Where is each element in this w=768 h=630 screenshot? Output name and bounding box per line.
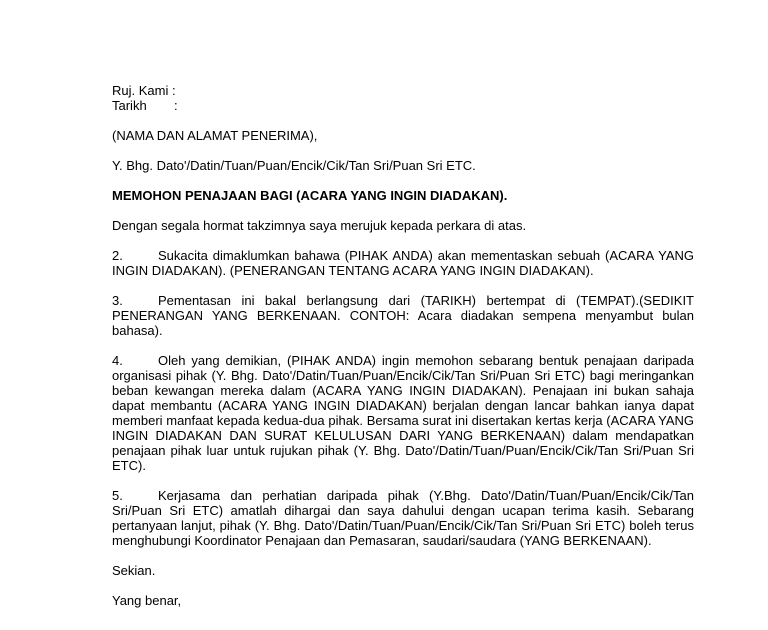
letter-document xyxy=(112,83,694,608)
paragraph-5 xyxy=(112,488,694,548)
paragraph-text: Sukacita dimaklumkan bahawa (PIHAK ANDA) akan mementaskan sebuah (ACARA YANG INGIN DIADAKAN). (PENERANGAN TENTANG ACARA YANG INGIN DIADAKAN). xyxy=(112,248,694,278)
paragraph-number: 2. xyxy=(112,248,123,263)
paragraph-4 xyxy=(112,353,694,473)
reference-label: Ruj. Kami : xyxy=(112,83,176,98)
paragraph-number: 4. xyxy=(112,353,123,368)
paragraph-number: 5. xyxy=(112,488,123,503)
recipient-address: (NAMA DAN ALAMAT PENERIMA), xyxy=(112,128,318,143)
paragraph-text: Oleh yang demikian, (PIHAK ANDA) ingin memohon sebarang bentuk penajaan daripada organisasi pihak (Y. Bhg. Dato'/Datin/Tuan/Puan/Encik/Cik/Tan Sri/Puan Sri ETC) bagi meringankan beban kewangan mereka dalam (ACARA YANG INGIN DIADAKAN). Penajaan ini bukan sahaja dapat membantu (ACARA YANG INGIN DIADAKAN) berjalan dengan lancar bahkan ianya dapat memberi manfaat kepada kedua-dua pihak. Bersama surat ini disertakan kertas kerja (ACARA YANG INGIN DIADAKAN DAN SURAT KELULUSAN DARI YANG BERKENAAN) dalam mendapatkan penajaan pihak luar untuk rujukan pihak (Y. Bhg. Dato'/Datin/Tuan/Puan/Encik/Cik/Tan Sri/Puan Sri ETC). xyxy=(112,353,694,473)
paragraph-2 xyxy=(112,248,694,278)
paragraph-text: Kerjasama dan perhatian daripada pihak (Y.Bhg. Dato'/Datin/Tuan/Puan/Encik/Cik/Tan Sri/Puan Sri ETC) amatlah dihargai dan saya dahului dengan ucapan terima kasih. Sebarang pertanyaan lanjut, pihak (Y. Bhg. Dato'/Datin/Tuan/Puan/Encik/Cik/Tan Sri/Puan Sri ETC) boleh terus menghubungi Koordinator Penajaan dan Pemasaran, saudari/saudara (YANG BERKENAAN). xyxy=(112,488,694,548)
intro-paragraph: Dengan segala hormat takzimnya saya merujuk kepada perkara di atas. xyxy=(112,218,527,233)
paragraph-number: 3. xyxy=(112,293,123,308)
closing-line: Sekian. xyxy=(112,563,156,578)
reference-line xyxy=(112,83,694,98)
date-label: Tarikh xyxy=(112,98,147,113)
subject-line: MEMOHON PENAJAAN BAGI (ACARA YANG INGIN DIADAKAN). xyxy=(112,188,508,203)
sign-off-line: Yang benar, xyxy=(112,593,182,608)
salutation: Y. Bhg. Dato'/Datin/Tuan/Puan/Encik/Cik/Tan Sri/Puan Sri ETC. xyxy=(112,158,476,173)
date-line xyxy=(112,98,694,113)
paragraph-3 xyxy=(112,293,694,338)
date-colon: : xyxy=(174,98,178,113)
paragraph-text: Pementasan ini bakal berlangsung dari (TARIKH) bertempat di (TEMPAT).(SEDIKIT PENERANGAN YANG BERKENAAN. CONTOH: Acara diadakan sempena menyambut bulan bahasa). xyxy=(112,293,694,338)
